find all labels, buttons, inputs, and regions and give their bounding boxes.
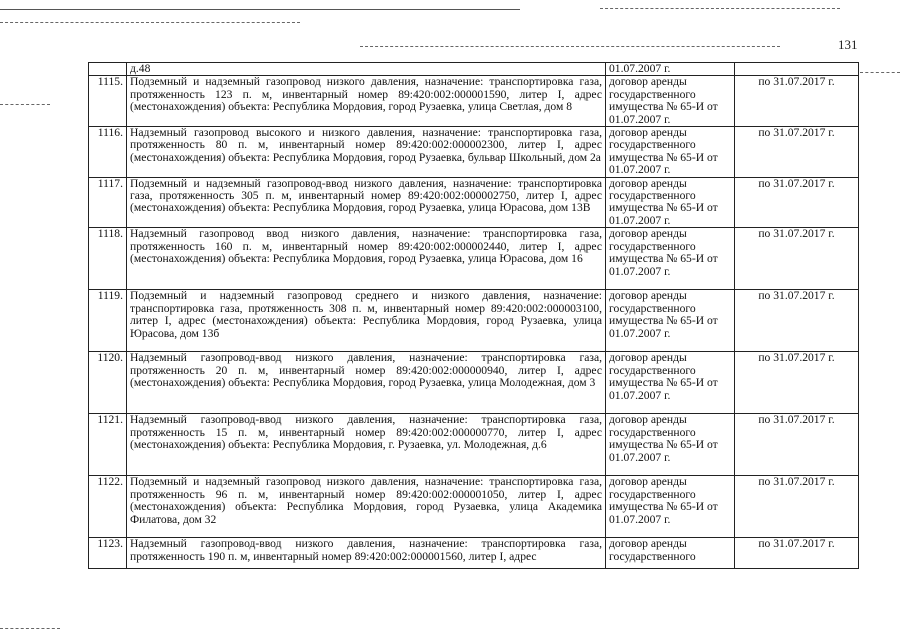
row-number: 1123. <box>89 538 127 569</box>
row-basis <box>606 352 735 414</box>
basis-line: 01.07.2007 г. <box>609 388 671 402</box>
row-number: 1120. <box>89 352 127 414</box>
row-number: 1115. <box>89 76 127 127</box>
basis-line: имущества № 65-И от <box>609 438 718 452</box>
row-description: д.48 <box>127 63 606 76</box>
basis-line: государственного <box>609 239 696 253</box>
property-registry-table <box>88 62 859 569</box>
basis-line: договор аренды <box>609 537 687 551</box>
table-row <box>89 76 859 127</box>
basis-line: договор аренды <box>609 475 687 489</box>
row-basis <box>606 76 735 127</box>
basis-line: договор аренды <box>609 227 687 241</box>
row-number: 1122. <box>89 476 127 538</box>
basis-line: 01.07.2007 г. <box>609 512 671 526</box>
basis-line: имущества № 65-И от <box>609 500 718 514</box>
basis-text: договор аренды <box>609 75 687 89</box>
scan-artifact-left-margin <box>0 104 50 105</box>
scan-artifact-bottom <box>0 628 60 629</box>
row-basis <box>606 177 735 228</box>
row-term: по 31.07.2017 г. <box>735 76 859 127</box>
row-basis <box>606 414 735 476</box>
basis-line: имущества № 65-И от <box>609 150 718 164</box>
page-number: 131 <box>838 37 858 52</box>
row-term: по 31.07.2017 г. <box>735 538 859 569</box>
table-row <box>89 538 859 569</box>
basis-line: государственного <box>609 487 696 501</box>
row-basis <box>606 290 735 352</box>
basis-line: 01.07.2007 г. <box>609 326 671 340</box>
table-row-continuation <box>89 63 859 76</box>
row-description: Подземный и надземный газопровод среднего и низкого давления, назначение: транспортировка газа, протяженность 308 п. м, инвентарный номер 89:420:002:000003100, литер I, адрес (местонахождения) объекта: Республика Мордовия, город Рузаевка, улица Юрасова, дом 13б <box>127 290 606 352</box>
table-row <box>89 228 859 290</box>
basis-line: имущества № 65-И от <box>609 376 718 390</box>
row-number: 1116. <box>89 127 127 178</box>
scan-artifact-right-margin <box>860 72 900 73</box>
basis-line: договор аренды <box>609 126 687 140</box>
row-term: по 31.07.2017 г. <box>735 414 859 476</box>
row-number: 1119. <box>89 290 127 352</box>
row-description: Надземный газопровод-ввод низкого давления, назначение: транспортировка газа, протяженность 15 п. м, инвентарный номер 89:420:002:000000770, литер I, адрес (местонахождения) объекта: Республика Мордовия, г. Рузаевка, ул. Молодежная, д.6 <box>127 414 606 476</box>
scan-artifact-top <box>0 9 520 10</box>
row-term: по 31.07.2017 г. <box>735 177 859 228</box>
basis-line: государственного <box>609 301 696 315</box>
basis-line: договор аренды <box>609 413 687 427</box>
basis-line: имущества № 65-И от <box>609 252 718 266</box>
table-row <box>89 290 859 352</box>
basis-line: государственного <box>609 189 696 203</box>
basis-line: 01.07.2007 г. <box>609 112 671 126</box>
table-row <box>89 127 859 178</box>
row-basis <box>606 127 735 178</box>
row-number: 1118. <box>89 228 127 290</box>
row-term <box>735 63 859 76</box>
basis-line: государственного <box>609 138 696 152</box>
scan-artifact-top-right <box>600 8 840 9</box>
row-term: по 31.07.2017 г. <box>735 290 859 352</box>
row-term: по 31.07.2017 г. <box>735 127 859 178</box>
row-description: Надземный газопровод-ввод низкого давления, назначение: транспортировка газа, протяженность 190 п. м, инвентарный номер 89:420:002:000001560, литер I, адрес <box>127 538 606 569</box>
row-basis <box>606 476 735 538</box>
row-basis <box>606 538 735 569</box>
row-basis <box>606 228 735 290</box>
basis-line: государственного <box>609 87 696 101</box>
basis-line: имущества № 65-И от <box>609 100 718 114</box>
basis-line: государственного <box>609 549 696 563</box>
basis-line: договор аренды <box>609 351 687 365</box>
row-term: по 31.07.2017 г. <box>735 476 859 538</box>
row-basis: 01.07.2007 г. <box>606 63 735 76</box>
row-description: Подземный и надземный газопровод-ввод низкого давления, назначение: транспортировка газа, протяженность 305 п. м, инвентарный номер 89:420:002:000002750, литер I, адрес (местонахождения) объекта: Республика Мордовия, город Рузаевка, улица Юрасова, дом 13В <box>127 177 606 228</box>
basis-line: 01.07.2007 г. <box>609 450 671 464</box>
basis-line: имущества № 65-И от <box>609 314 718 328</box>
basis-line: договор аренды <box>609 289 687 303</box>
table-row <box>89 177 859 228</box>
row-description: Надземный газопровод ввод низкого давления, назначение: транспортировка газа, протяженность 160 п. м, инвентарный номер 89:420:002:000002440, литер I, адрес (местонахождения) объекта: Республика Мордовия, город Рузаевка, улица Юрасова, дом 16 <box>127 228 606 290</box>
table-row <box>89 414 859 476</box>
row-description: Надземный газопровод-ввод низкого давления, назначение: транспортировка газа, протяженность 20 п. м, инвентарный номер 89:420:002:000000940, литер I, адрес (местонахождения) объекта: Республика Мордовия, город Рузаевка, улица Молодежная, дом 3 <box>127 352 606 414</box>
basis-line: государственного <box>609 425 696 439</box>
row-description: Подземный и надземный газопровод низкого давления, назначение: транспортировка газа, протяженность 123 п. м, инвентарный номер 89:420:002:000001590, литер I, адрес (местонахождения) объекта: Республика Мордовия, город Рузаевка, улица Светлая, дом 8 <box>127 76 606 127</box>
row-description: Надземный газопровод высокого и низкого давления, назначение: транспортировка газа, протяженность 80 п. м, инвентарный номер 89:420:002:000002300, литер I, адрес (местонахождения) объекта: Республика Мордовия, город Рузаевка, бульвар Школьный, дом 2а <box>127 127 606 178</box>
row-number: 1121. <box>89 414 127 476</box>
row-description: Подземный и надземный газопровод низкого давления, назначение: транспортировка газа, протяженность 96 п. м, инвентарный номер 89:420:002:000001050, литер I, адрес (местонахождения) объекта: Республика Мордовия, город Рузаевка, улица Академика Филатова, дом 32 <box>127 476 606 538</box>
basis-line: 01.07.2007 г. <box>609 213 671 227</box>
table-row <box>89 352 859 414</box>
basis-line <box>609 76 731 88</box>
scan-artifact-header-right <box>360 46 780 47</box>
row-term: по 31.07.2017 г. <box>735 228 859 290</box>
basis-line: договор аренды <box>609 176 687 190</box>
row-number <box>89 63 127 76</box>
basis-line: 01.07.2007 г. <box>609 264 671 278</box>
table-row <box>89 476 859 538</box>
basis-line: имущества № 65-И от <box>609 201 718 215</box>
row-term: по 31.07.2017 г. <box>735 352 859 414</box>
scan-artifact-header <box>0 22 300 23</box>
basis-line: 01.07.2007 г. <box>609 163 671 177</box>
basis-line: государственного <box>609 363 696 377</box>
row-number: 1117. <box>89 177 127 228</box>
